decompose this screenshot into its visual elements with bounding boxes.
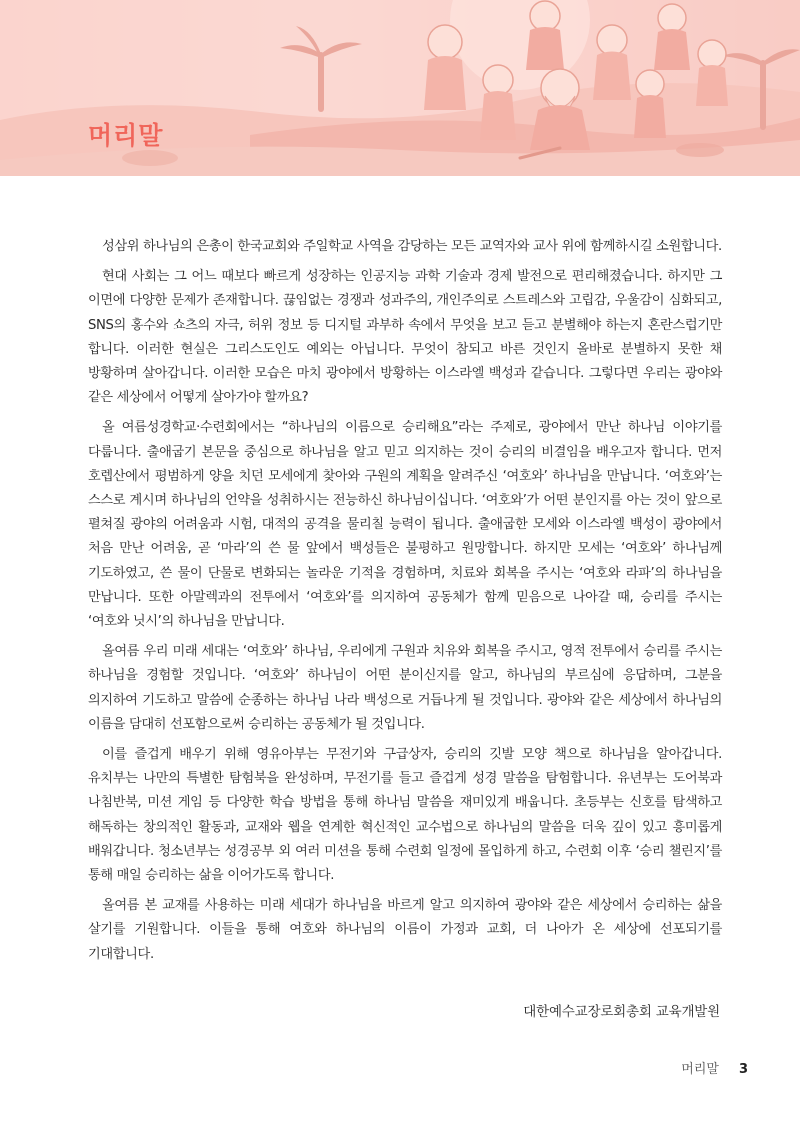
paragraph: 올여름 본 교재를 사용하는 미래 세대가 하나님을 바르게 알고 의지하여 광야와 같은 세상에서 승리하는 삶을 살기를 기원합니다. 이들을 통해 여호와 하나님의 이름이 가정과 교회, 더 나아가 온 세상에 선포되기를 기대합니다. — [88, 898, 722, 962]
paragraph: 이를 즐겁게 배우기 위해 영유아부는 무전기와 구급상자, 승리의 깃발 모양 책으로 하나님을 알아갑니다. 유치부는 나만의 특별한 탐험북을 완성하며, 무전기를 들고 즐겁게 성경 말씀을 탐험합니다. 유년부는 도어북과 나침반북, 미션 게임 등 다양한 학습 방법을 통해 하나님 말씀을 재미있게 배웁니다. 초등부는 신호를 탐색하고 해독하는 창의적인 활동과, 교재와 웹을 연계한 혁신적인 교수법으로 하나님의 말씀을 더욱 깊이 있고 흥미롭게 배워갑니다. 청소년부는 성경공부 외 여러 미션을 통해 수련회 일정에 몰입하게 하고, 수련회 이후 ‘승리 챌린지’를 통해 매일 승리하는 삶을 이어가도록 합니다. — [88, 747, 722, 884]
preface-body — [88, 235, 722, 973]
header-banner — [0, 0, 800, 176]
footer-section-label: 머리말 — [681, 1062, 719, 1077]
page-title: 머리말 — [88, 121, 164, 150]
page-footer — [681, 1058, 748, 1077]
signature: 대한예수교장로회총회 교육개발원 — [523, 1004, 720, 1020]
paragraph: 성삼위 하나님의 은총이 한국교회와 주일학교 사역을 감당하는 모든 교역자와 교사 위에 함께하시길 소원합니다. — [102, 239, 722, 254]
paragraph: 현대 사회는 그 어느 때보다 빠르게 성장하는 인공지능 과학 기술과 경제 발전으로 편리해졌습니다. 하지만 그 이면에 다양한 문제가 존재합니다. 끊임없는 경쟁과 성과주의, 개인주의로 스트레스와 고립감, 우울감이 심화되고, SNS의 홍수와 쇼츠의 자극, 허위 정보 등 디지털 과부하 속에서 무엇을 보고 듣고 분별해야 하는지 혼란스럽기만 합니다. 이러한 현실은 그리스도인도 예외는 아닙니다. 무엇이 참되고 바른 것인지 올바로 분별하지 못한 채 방황하며 살아갑니다. 이러한 모습은 마치 광야에서 방황하는 이스라엘 백성과 같습니다. 그렇다면 우리는 광야와 같은 세상에서 어떻게 살아가야 할까요? — [88, 269, 722, 406]
paragraph: 올 여름성경학교·수련회에서는 “하나님의 이름으로 승리해요”라는 주제로, 광야에서 만난 하나님 이야기를 다룹니다. 출애굽기 본문을 중심으로 하나님을 알고 믿고 의지하는 것이 승리의 비결임을 배우고자 합니다. 먼저 호렙산에서 평범하게 양을 치던 모세에게 찾아와 구원의 계획을 알려주신 ‘여호와’ 하나님을 만납니다. ‘여호와’는 스스로 계시며 하나님의 언약을 성취하시는 전능하신 하나님이십니다. ‘여호와’가 어떤 분인지를 아는 것이 앞으로 펼쳐질 광야의 어려움과 시험, 대적의 공격을 물리칠 능력이 됩니다. 출애굽한 모세와 이스라엘 백성이 광야에서 처음 만난 어려움, 곧 ‘마라’의 쓴 물 앞에서 백성들은 불평하고 원망합니다. 하지만 모세는 ‘여호와’ 하나님께 기도하였고, 쓴 물이 단물로 변화되는 놀라운 기적을 경험하며, 치료와 회복을 주시는 ‘여호와 라파’의 하나님을 만납니다. 또한 아말렉과의 전투에서 ‘여호와’를 의지하여 공동체가 함께 믿음으로 나아갈 때, 승리를 주시는 ‘여호와 닛시’의 하나님을 만납니다. — [88, 420, 722, 630]
page-number: 3 — [738, 1062, 748, 1077]
paragraph: 올여름 우리 미래 세대는 ‘여호와’ 하나님, 우리에게 구원과 치유와 회복을 주시고, 영적 전투에서 승리를 주시는 하나님을 경험할 것입니다. ‘여호와’ 하나님이 어떤 분이신지를 알고, 하나님의 부르심에 응답하며, 그분을 의지하여 기도하고 말씀에 순종하는 하나님 나라 백성으로 거듭나게 될 것입니다. 광야와 같은 세상에서 하나님의 이름을 담대히 선포함으로써 승리하는 공동체가 될 것입니다. — [88, 644, 722, 732]
